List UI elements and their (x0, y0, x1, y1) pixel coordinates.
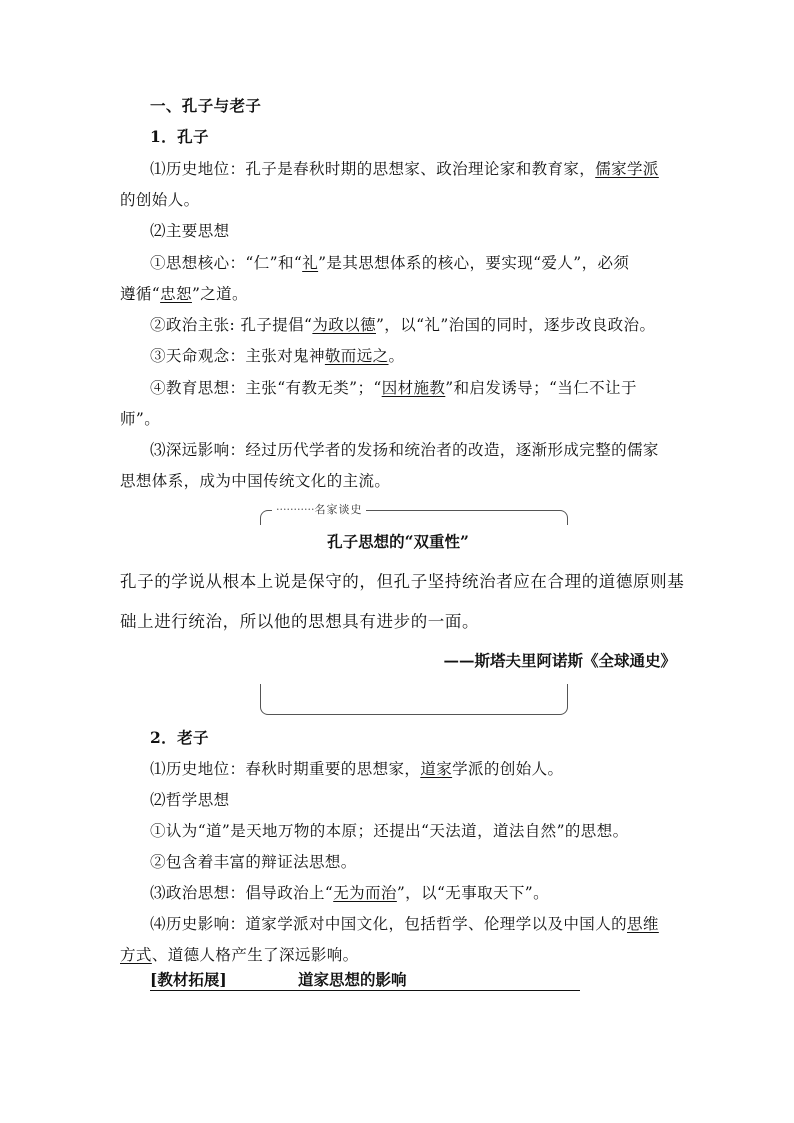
paragraph-line: ⑶政治思想：倡导政治上“无为而治”，以“无事取天下”。 (150, 884, 550, 902)
quote-box-tag: ···········名家谈史 (272, 503, 366, 517)
underlined-term: 因材施教 (381, 379, 446, 397)
extension-divider (150, 990, 580, 991)
quote-text-line: 孔子的学说从根本上说是保守的，但孔子坚持统治者应在合理的道德原则基 (120, 572, 685, 591)
underlined-term: 无为而治 (333, 884, 397, 902)
paragraph-line: ②政治主张: 孔子提倡“为政以德”，以“礼”治国的同时，逐步改良政治。 (150, 316, 656, 334)
section-heading: 一、孔子与老子 (150, 96, 262, 115)
quote-box-bottom-frame (260, 684, 568, 715)
paragraph-line: ⑵主要思想 (150, 222, 230, 240)
underlined-term: 儒家学派 (595, 160, 659, 178)
subheading-confucius: 1．孔子 (150, 127, 209, 146)
underlined-term: 礼 (302, 254, 319, 272)
paragraph-line: ①思想核心：“仁”和“礼”是其思想体系的核心，要实现“爱人”，必须 (150, 254, 630, 272)
underlined-term: 方式 (120, 946, 152, 964)
extension-title: 道家思想的影响 (298, 970, 407, 989)
quote-source: ——斯塔夫里阿诺斯《全球通史》 (443, 651, 676, 670)
paragraph-line: 方式、道德人格产生了深远影响。 (120, 946, 359, 964)
underlined-term: 为政以德 (312, 316, 376, 334)
subheading-laozi: 2．老子 (150, 728, 209, 747)
paragraph-line: ⑴历史地位：孔子是春秋时期的思想家、政治理论家和教育家，儒家学派 (150, 160, 659, 178)
paragraph-line: ⑴历史地位：春秋时期重要的思想家，道家学派的创始人。 (150, 760, 564, 778)
underlined-term: 忠恕 (160, 285, 192, 303)
paragraph-line: ⑶深远影响：经过历代学者的发扬和统治者的改造，逐渐形成完整的儒家 (150, 441, 659, 459)
quote-text-line: 础上进行统治，所以他的思想具有进步的一面。 (120, 612, 480, 631)
paragraph-line: 遵循“忠恕”之道。 (120, 285, 248, 303)
paragraph-line: 师”。 (120, 410, 161, 428)
paragraph-line: 的创始人。 (120, 191, 200, 209)
underlined-term: 道家 (420, 760, 453, 778)
paragraph-line: ①认为“道”是天地万物的本原；还提出“天法道，道法自然”的思想。 (150, 822, 629, 840)
extension-label: [教材拓展] (150, 970, 227, 989)
paragraph-line: ⑵哲学思想 (150, 791, 230, 809)
paragraph-line: ④教育思想：主张“有教无类”；“因材施教”和启发诱导；“当仁不让于 (150, 379, 637, 397)
paragraph-line: 思想体系，成为中国传统文化的主流。 (120, 472, 391, 490)
underlined-term: 思维 (627, 915, 659, 933)
quote-title: 孔子思想的“双重性” (327, 532, 469, 551)
paragraph-line: ⑷历史影响：道家学派对中国文化，包括哲学、伦理学以及中国人的思维 (150, 915, 659, 933)
paragraph-line: ③天命观念：主张对鬼神敬而远之。 (150, 347, 405, 365)
paragraph-line: ②包含着丰富的辩证法思想。 (150, 853, 357, 871)
underlined-term: 敬而远之 (324, 347, 389, 365)
